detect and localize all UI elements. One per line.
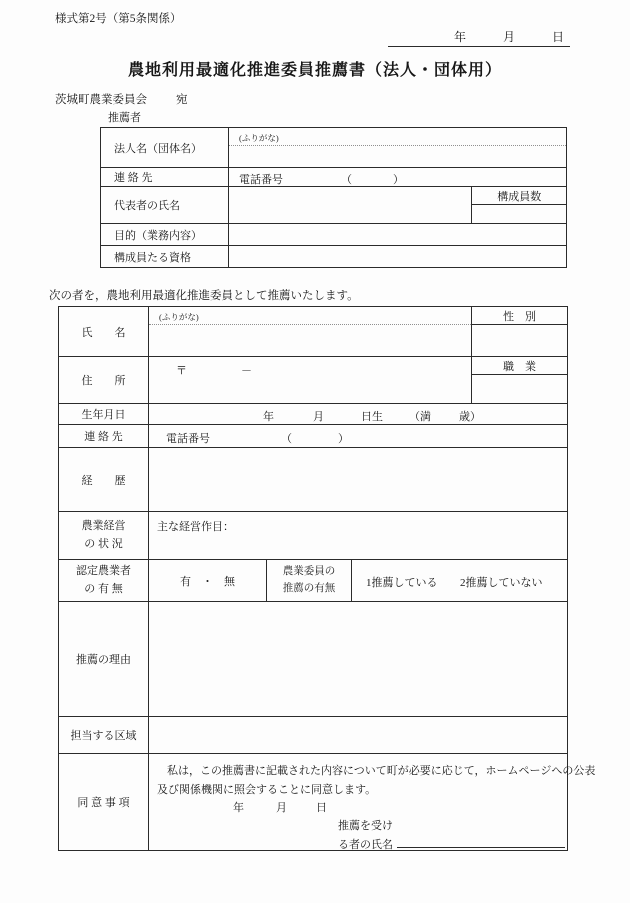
table-row: [101, 224, 566, 246]
date-line: [388, 28, 570, 47]
table-row: [59, 602, 567, 717]
paren-open: （: [281, 433, 292, 445]
occupation-field: [472, 375, 567, 403]
consent-day-label: 日: [316, 802, 327, 814]
contact-label: 連 絡 先: [101, 168, 229, 186]
table-row: [59, 307, 567, 357]
furigana-label: (ふりがな): [229, 128, 566, 146]
address-label: 住 所: [59, 357, 149, 403]
farm-status-label-line2: の 状 況: [84, 537, 123, 550]
farm-status-label-line1: 農業経営: [81, 520, 126, 533]
farm-status-label: [59, 512, 149, 559]
postal-dash: －: [241, 365, 252, 377]
certified-label: [59, 560, 149, 601]
area-label: 担当する区域: [59, 717, 149, 753]
birth-day-label: 日生: [361, 411, 383, 423]
reason-field: [149, 602, 567, 716]
recommender-label: 推薦者: [108, 112, 141, 124]
postal-mark: 〒: [176, 365, 187, 377]
contact-field: [229, 168, 566, 186]
birth-age-close: 歳）: [459, 411, 481, 423]
committee-recommend-line2: 推薦の有無: [282, 582, 336, 594]
recommend-option-1: 1推薦している: [366, 577, 438, 589]
form-number: 様式第2号（第5条関係）: [55, 13, 182, 25]
consent-sign-line1: 推薦を受け: [338, 820, 393, 832]
birth-year-label: 年: [263, 411, 274, 423]
member-count-cell: [472, 187, 566, 223]
table-row: [59, 560, 567, 602]
name-field: [149, 307, 472, 356]
corporate-name-label: 法人名（団体名）: [101, 128, 229, 167]
addressee-name: 茨城町農業委員会: [55, 94, 147, 106]
date-month-label: 月: [502, 30, 515, 44]
committee-recommend-label: [267, 560, 352, 601]
farm-status-field: [149, 512, 567, 559]
birth-label: 生年月日: [59, 404, 149, 424]
birth-field: [149, 404, 567, 424]
purpose-label: 目的（業務内容）: [101, 224, 229, 245]
purpose-field: [229, 224, 566, 245]
certified-label-line1: 認定農業者: [76, 565, 131, 578]
furigana-label: (ふりがな): [149, 307, 471, 325]
consent-label: 同 意 事 項: [59, 754, 149, 850]
candidate-table: [58, 306, 596, 851]
date-day-label: 日: [551, 30, 564, 44]
gender-field: [472, 325, 567, 356]
name-label: 氏 名: [59, 307, 149, 356]
table-row: [101, 168, 566, 187]
birth-month-label: 月: [313, 411, 324, 423]
corporate-name-field: [229, 128, 566, 167]
page-title: 農地利用最適化推進委員推薦書（法人・団体用）: [127, 62, 502, 79]
table-row: [59, 512, 567, 560]
paren-open: （: [341, 174, 352, 186]
addressee-to: 宛: [176, 94, 188, 106]
paren-close: ）: [393, 174, 404, 186]
representative-label: 代表者の氏名: [101, 187, 229, 223]
table-row: [101, 187, 566, 224]
table-row: [59, 425, 567, 448]
birth-age-open: （満: [409, 411, 431, 423]
recommend-option-2: 2推薦していない: [460, 577, 543, 589]
contact-field: [149, 425, 567, 447]
table-row: [59, 404, 567, 425]
area-field: [149, 717, 567, 753]
representative-field: [229, 187, 473, 223]
table-row: [59, 754, 596, 851]
contact-label: 連 絡 先: [59, 425, 149, 447]
addressee-line: [55, 91, 188, 107]
member-count-label: 構成員数: [472, 187, 566, 205]
certified-label-line2: の 有 無: [84, 582, 123, 595]
consent-sign-line2: る者の氏名: [338, 839, 393, 851]
gender-cell: [472, 307, 567, 356]
phone-label: 電話番号: [166, 433, 210, 445]
recommender-table: [100, 127, 567, 268]
member-count-field: [472, 205, 566, 223]
date-year-label: 年: [453, 30, 466, 44]
consent-month-label: 月: [276, 802, 287, 814]
table-row: [59, 717, 567, 754]
table-row: [59, 448, 567, 512]
gender-label: 性 別: [472, 307, 567, 325]
phone-label: 電話番号: [239, 174, 283, 186]
consent-year-label: 年: [233, 802, 244, 814]
signature-line: [397, 835, 565, 848]
reason-label: 推薦の理由: [59, 602, 149, 716]
consent-field: [149, 754, 596, 851]
statement-line: 次の者を，農地利用最適化推進委員として推薦いたします。: [49, 290, 359, 302]
table-row: [101, 128, 566, 168]
committee-recommend-line1: 農業委員の: [282, 566, 336, 578]
consent-line1: 私は，この推薦書に記載された内容について町が必要に応じて，ホームページへの公表: [167, 765, 596, 777]
paren-close: ）: [338, 433, 349, 445]
consent-line2: 及び関係機関に照会することに同意します。: [157, 784, 377, 796]
occupation-label: 職 業: [472, 357, 567, 375]
main-crops-label: 主な経営作目：: [157, 521, 234, 533]
address-field: [149, 357, 472, 403]
table-row: [101, 246, 566, 267]
qualification-field: [229, 246, 566, 267]
certified-yes-no: 有 ・ 無: [149, 560, 267, 601]
career-field: [149, 448, 567, 511]
career-label: 経 歴: [59, 448, 149, 511]
occupation-cell: [472, 357, 567, 403]
table-row: [59, 357, 567, 404]
consent-sign-line2-wrap: [338, 835, 565, 852]
committee-recommend-options: [352, 560, 567, 601]
qualification-label: 構成員たる資格: [101, 246, 229, 267]
